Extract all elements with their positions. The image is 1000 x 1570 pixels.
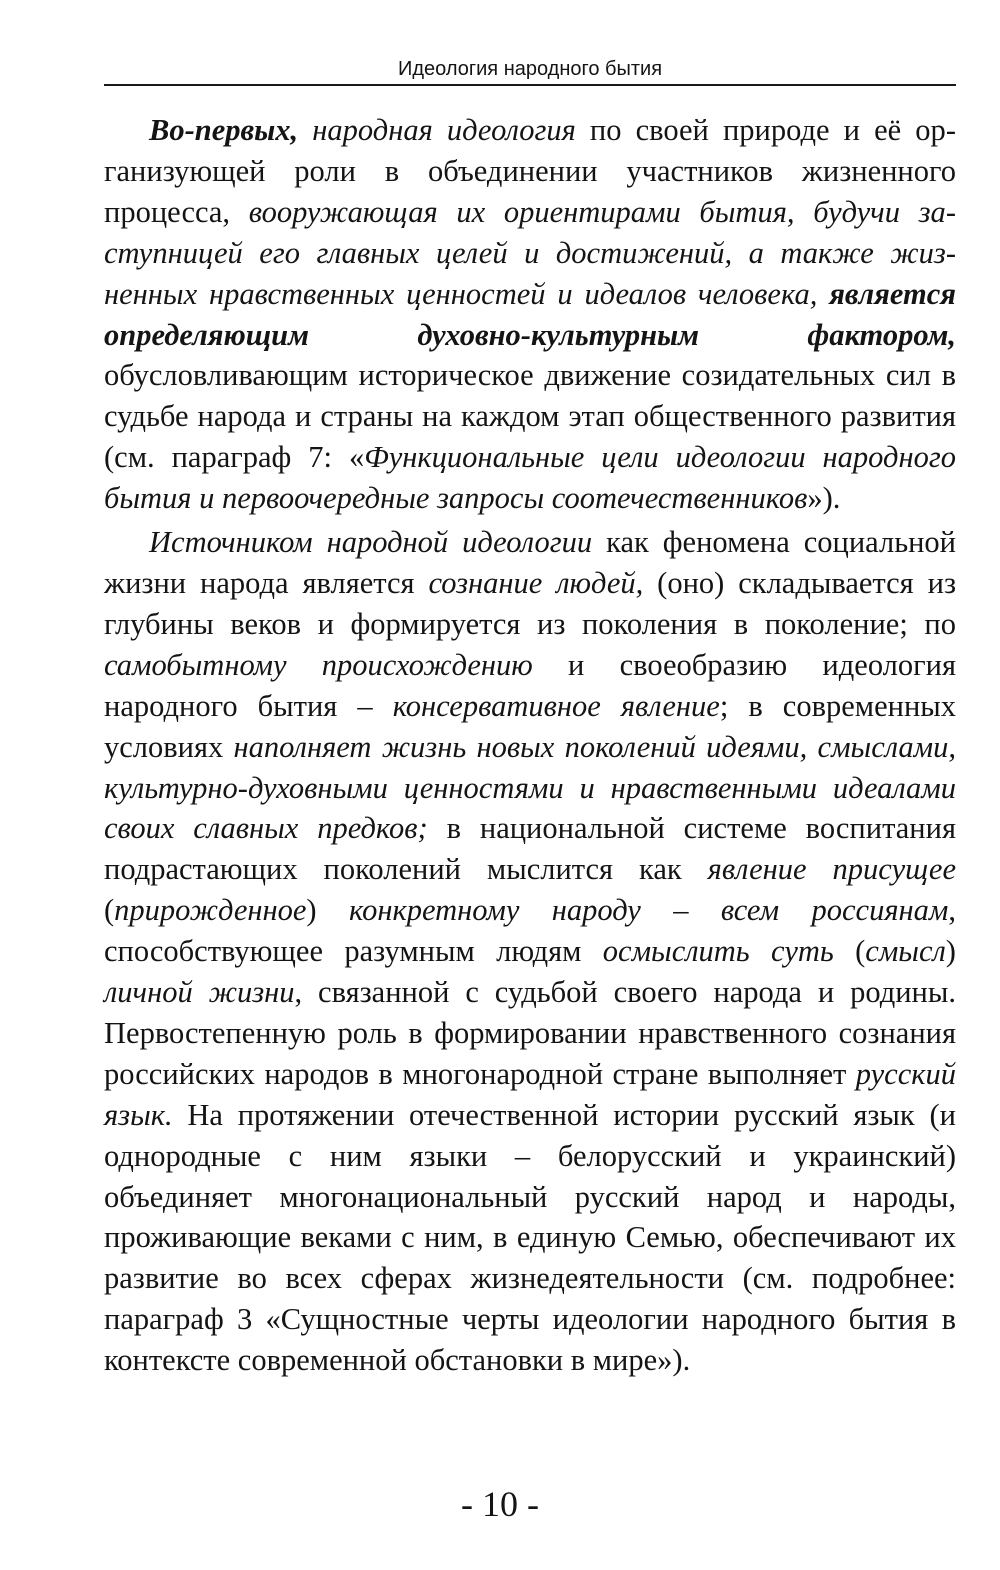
paragraph-2: Источником народной идеологии как феномена социальной жизни народа является сознание людей, (оно) складывается из глубины веков и формируется из поколения в поколение; по самобытному происхождению и своеобразию идеология народного бытия – консервативное явление; в современных условиях наполняет жизнь новых поколений идеями, смыслами, культурно-духовными ценностями и нравственными идеалами своих славных предков; в национальной системе воспитания подрастающих поколений мыслится как явление присущее (прирожденное) конкретному народу – всем россиянам, способствующее разумным людям осмыслить суть (смысл) личной жизни, связанной с судьбой своего народа и родины. Первостепенную роль в формировании нравственного сознания российских народов в многонародной стране выполняет русский язык. На протяжении отечественной истории русский язык (и однородные с ним языки – белорусский и украинский) объединяет многонациональный русский народ и народы, проживающие веками с ним, в единую Семью, обеспечивают их развитие во всех сферах жизнедеятельности (см. подробнее: параграф 3 «Сущностные черты идеологии народного бытия в контексте современной обстановки в мире»). [104,525,957,1378]
paragraph-1: Во-первых, народная идеология по своей природе и её организующей роли в объединении участников жизненного процесса, вооружающая их ориентирами бытия, будучи заступницей его главных целей и достижений, а также жизненных нравственных ценностей и идеалов человека, является определяющим духовно-культурным фактором, обусловливающим историческое движение созидательных сил в судьбе народа и страны на каждом этап общественного развития (см. параграф 7: «Функциональные цели идеологии народного бытия и первоочередные запросы соотечественников»). [104,113,956,516]
italic-term: русский язык. [104,1056,956,1132]
header-divider [104,84,956,86]
running-header: Идеология народного бытия [397,58,663,80]
italic-phrase: конкретному народу – всем россиянам [349,893,949,928]
body-text [104,110,956,1381]
italic-term: смысл [865,934,946,969]
page-number: - 10 - [461,1484,539,1524]
italic-term: личной жизни [104,975,295,1010]
italic-term: Источником народной идеологии [149,525,593,560]
italic-term: осмыслить суть [602,934,834,969]
italic-term: консервативное явление [392,688,720,723]
italic-term: явление присущее [707,852,957,887]
italic-term: прирожденное [114,893,307,928]
italic-phrase: наполняет жизнь новых поколений идеями, смыслами, культурно-духовными ценностями и нравственными идеалами своих славных предков; [104,729,956,846]
italic-term: сознание людей, [428,565,644,600]
italic-term: самобытному происхождению [104,647,533,682]
italic-reference-title: Функциональные цели идеологии народного бытия и первоочередные запросы соотечественников [104,440,956,516]
italic-phrase: вооружающая их ориентирами бытия, будучи заступницей его главных целей и достижений, а также жизненных нравственных ценностей и идеалов человека, [104,194,956,311]
emphasis-lead: Во-первых, [149,113,299,147]
italic-term: народная идеология [312,113,576,147]
bold-italic-phrase: является определяющим духовно-культурным фактором, [104,276,956,352]
